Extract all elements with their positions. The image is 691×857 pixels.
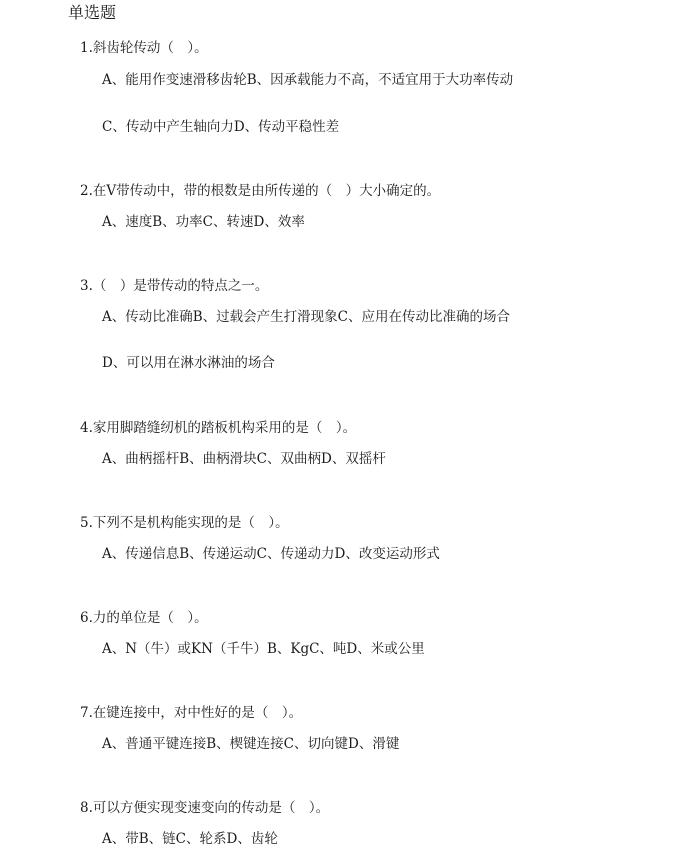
question-8-stem: 8.可以方便实现变速变向的传动是（ ）。 xyxy=(80,800,330,816)
question-6-options-line-1: A、N（牛）或KN（千牛）B、KgC、吨D、米或公里 xyxy=(102,641,425,657)
question-7-stem: 7.在键连接中，对中性好的是（ ）。 xyxy=(80,705,303,721)
question-2-options-line-1: A、速度B、功率C、转速D、效率 xyxy=(102,214,305,230)
question-3-options-line-2: D、可以用在淋水淋油的场合 xyxy=(102,355,275,371)
question-4-stem: 4.家用脚踏缝纫机的踏板机构采用的是（ ）。 xyxy=(80,420,357,436)
question-5-stem: 5.下列不是机构能实现的是（ ）。 xyxy=(80,515,289,531)
question-4-options-line-1: A、曲柄摇杆B、曲柄滑块C、双曲柄D、双摇杆 xyxy=(102,451,386,467)
section-title: 单选题 xyxy=(68,3,117,22)
question-6-stem: 6.力的单位是（ ）。 xyxy=(80,610,208,626)
question-5-options-line-1: A、传递信息B、传递运动C、传递动力D、改变运动形式 xyxy=(102,546,440,562)
question-8-options-line-1: A、带B、链C、轮系D、齿轮 xyxy=(102,831,278,847)
question-7-options-line-1: A、普通平键连接B、楔键连接C、切向键D、滑键 xyxy=(102,736,400,752)
question-2-stem: 2.在V带传动中，带的根数是由所传递的（ ）大小确定的。 xyxy=(80,183,441,199)
question-1-options-line-1: A、能用作变速滑移齿轮B、因承载能力不高，不适宜用于大功率传动 xyxy=(102,72,514,88)
question-3-options-line-1: A、传动比准确B、过载会产生打滑现象C、应用在传动比准确的场合 xyxy=(102,309,510,325)
question-3-stem: 3.（ ）是带传动的特点之一。 xyxy=(80,278,269,294)
question-1-options-line-2: C、传动中产生轴向力D、传动平稳性差 xyxy=(102,119,340,135)
question-1-stem: 1.斜齿轮传动（ ）。 xyxy=(80,40,208,56)
